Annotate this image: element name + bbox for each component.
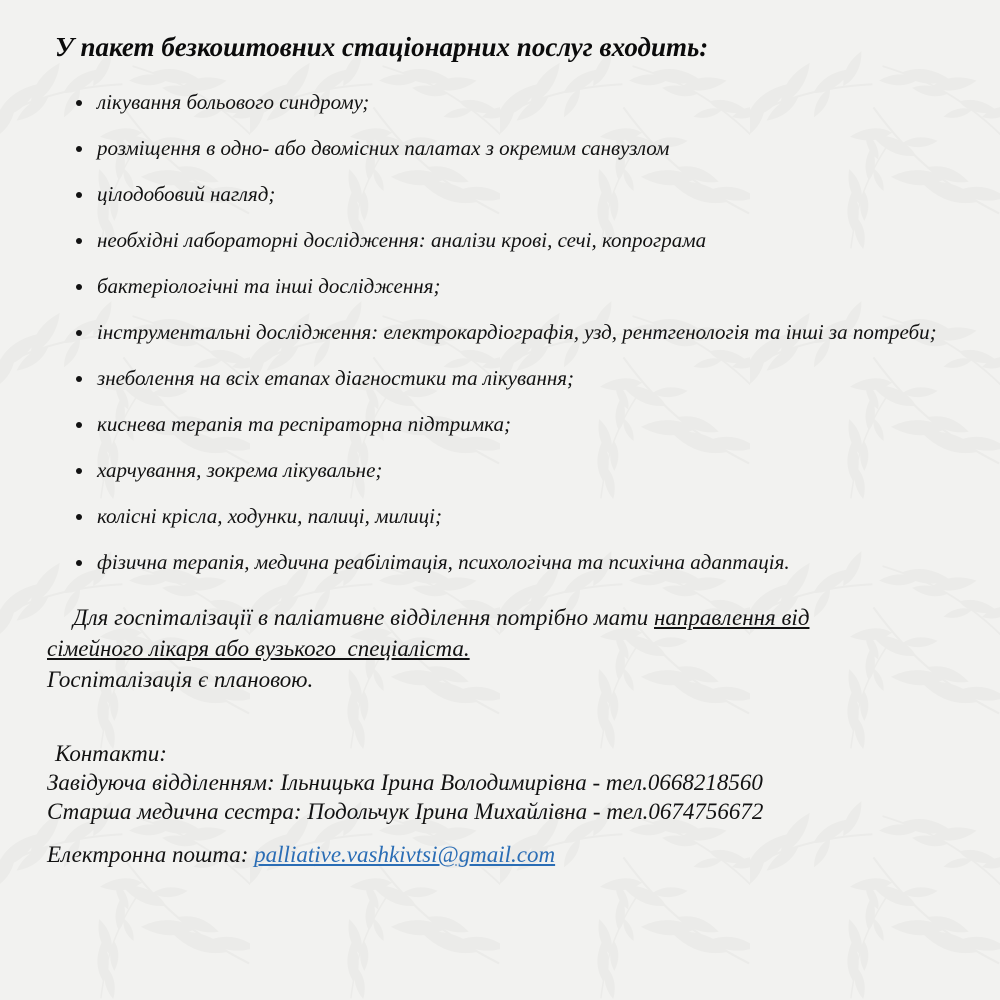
service-item-nutrition: • харчування, зокрема лікувальне;: [95, 456, 972, 484]
referral-underlined-text-line2: сімейного лікаря або вузького спеціаліста.: [47, 636, 470, 661]
service-item-rehabilitation: • фізична терапія, медична реабілітація, психологічна та психічна адаптація.: [95, 548, 972, 576]
services-list: [47, 88, 972, 576]
contacts-section: [47, 739, 972, 826]
planned-hospitalization-text: Госпіталізація є плановою.: [47, 667, 314, 692]
service-item-pain-treatment: • лікування больового синдрому;: [95, 88, 972, 116]
email-link[interactable]: palliative.vashkivtsi@gmail.com: [254, 842, 556, 867]
service-item-lab-tests: • необхідні лабораторні дослідження: аналізи крові, сечі, копрограма: [95, 226, 972, 254]
hospitalization-paragraph: [47, 602, 972, 695]
email-label: Електронна пошта:: [47, 842, 255, 867]
service-item-rooms: • розміщення в одно- або двомісних палатах з окремим санвузлом: [95, 134, 972, 162]
service-item-bacteriology: • бактеріологічні та інші дослідження;: [95, 272, 972, 300]
service-item-mobility-aids: • колісні крісла, ходунки, палиці, милиці;: [95, 502, 972, 530]
service-item-oxygen-therapy: • киснева терапія та респіраторна підтримка;: [95, 410, 972, 438]
contact-head-of-department: Завідуюча відділенням: Ільницька Ірина Володимирівна - тел.0668218560: [47, 770, 763, 795]
contact-head-nurse: Старша медична сестра: Подольчук Ірина Михайлівна - тел.0674756672: [47, 799, 764, 824]
contacts-heading: Контакти:: [55, 741, 167, 766]
page-title: У пакет безкоштовних стаціонарних послуг входить:: [55, 32, 709, 62]
service-item-supervision: • цілодобовий нагляд;: [95, 180, 972, 208]
referral-underlined-text: направлення від: [653, 605, 810, 630]
service-item-instrumental: • інструментальні дослідження: електрокардіографія, узд, рентгенологія та інші за потреби;: [95, 318, 972, 346]
service-item-anesthesia: • знеболення на всіх етапах діагностики та лікування;: [95, 364, 972, 392]
email-line: [47, 840, 972, 869]
hospitalization-text: Для госпіталізації в паліативне відділення потрібно мати: [73, 605, 654, 630]
